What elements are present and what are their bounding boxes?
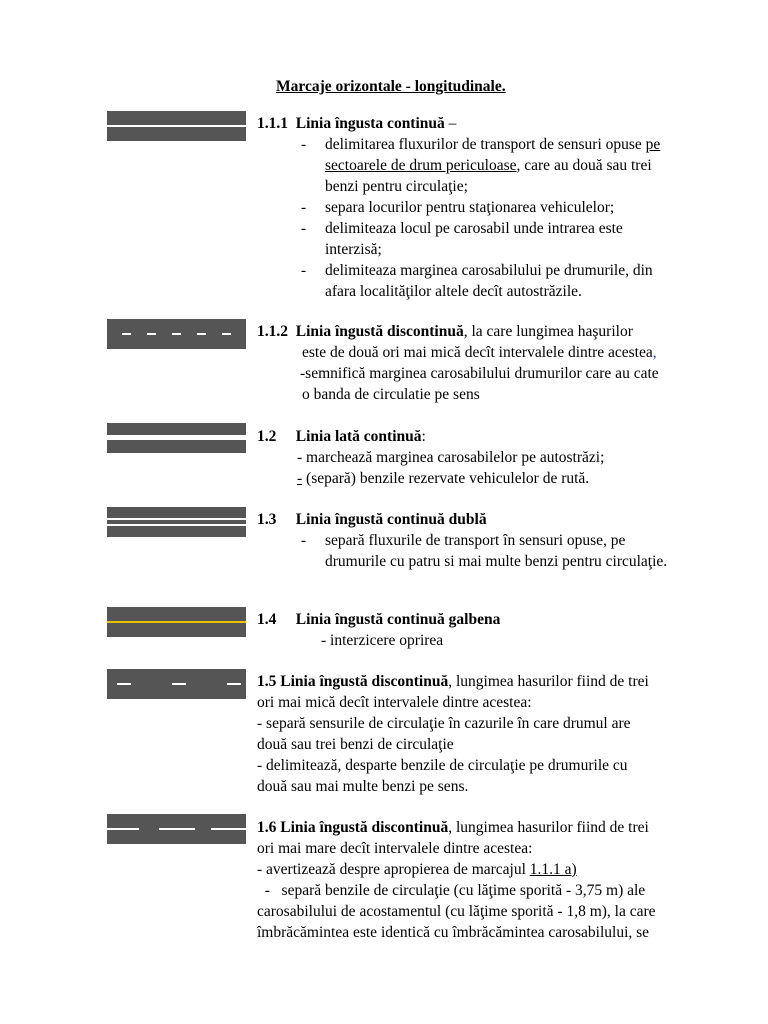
section-heading: Linia îngusta continuă <box>295 115 445 132</box>
section-heading: Linia îngustă continuă galbena <box>295 611 501 628</box>
section-1-5: 1.5 Linia îngustă discontinuă, lungimea hasurilor fiind de trei ori mai mică decît intervalele dintre acestea: - separă sensurile de circulaţie în cazurile în care drumul are două sau trei benzi de circulaţie - delimitează, desparte benzile de circulaţie pe drumurile cu două sau mai multe benzi pe sens. <box>257 673 649 795</box>
list-item: - delimitarea fluxurilor de transport de sensuri opuse pe sectoarele de drum periculoase, care au două sau trei benzi pentru circulaţie; <box>301 136 661 195</box>
section-1-6: 1.6 Linia îngustă discontinuă, lungimea hasurilor fiind de trei ori mai mare decît intervalele dintre acestea: - avertizează despre apropierea de marcajul 1.1.1 a) - separă benzile de circulaţie (cu lăţime sporită - 3,75 m) ale carosabilului de acostamentul (cu lăţime sporită - 1,8 m), la care îmbrăcămintea este identică cu îmbrăcămintea carosabilului, se <box>257 819 656 941</box>
section-1-2: 1.2 Linia lată continuă: - marchează marginea carosabilelor pe autostrăzi; - (separă) benzile rezervate vehiculelor de rută. <box>257 428 605 487</box>
road-marking-dashed-long-strokes <box>107 814 246 844</box>
list-item: - delimiteaza marginea carosabilului pe drumurile, din afara localităţilor altele decît autostrăzile. <box>301 262 653 300</box>
road-marking-yellow-continuous <box>107 607 246 637</box>
marking-reference: 1.1.1 a) <box>529 861 577 878</box>
road-marking-narrow-continuous <box>107 111 246 141</box>
section-1-1-1: 1.1.1 Linia îngusta continuă – - delimitarea fluxurilor de transport de sensuri opuse pe sectoarele de drum periculoase, care au două sau trei benzi pentru circulaţie; - separa locurilor pentru staţionarea vehiculelor; - delimiteaza locul pe carosabil unde intrarea este interzisă; - delimiteaza marginea carosabilului pe drumurile, din afara localităţilor altele decît autostrăzile. <box>257 115 661 300</box>
section-heading: Linia îngustă discontinuă <box>280 819 449 836</box>
section-number: 1.1.1 <box>257 115 288 132</box>
road-marking-narrow-dashed <box>107 319 246 349</box>
list-item: - separa locurilor pentru staţionarea vehiculelor; <box>301 199 615 216</box>
section-1-1-2: 1.1.2 Linia îngustă discontinuă, la care lungimea haşurilor este de două ori mai mică decît intervalele dintre acestea, -semnifică marginea carosabilului drumurilor care au cate o banda de circulatie pe sens <box>257 323 659 403</box>
road-marking-dashed-long-gaps <box>107 669 246 699</box>
section-heading: Linia lată continuă <box>295 428 422 445</box>
section-1-3: 1.3 Linia îngustă continuă dublă - separă fluxurile de transport în sensuri opuse, pe drumurile cu patru si mai multe benzi pentru circulaţie. <box>257 511 668 570</box>
list-item: - separă fluxurile de transport în sensuri opuse, pe drumurile cu patru si mai multe benzi pentru circulaţie. <box>301 532 668 570</box>
section-heading: Linia îngustă continuă dublă <box>295 511 487 528</box>
page-title: Marcaje orizontale - longitudinale. <box>276 78 506 95</box>
section-heading: Linia îngustă discontinuă <box>295 323 464 340</box>
section-heading: Linia îngustă discontinuă <box>280 673 449 690</box>
road-marking-wide-continuous <box>107 423 246 453</box>
section-1-4: 1.4 Linia îngustă continuă galbena - interzicere oprirea <box>257 611 501 649</box>
road-marking-double-continuous <box>107 507 246 537</box>
list-item: - delimiteaza locul pe carosabil unde intrarea este interzisă; <box>301 220 623 258</box>
